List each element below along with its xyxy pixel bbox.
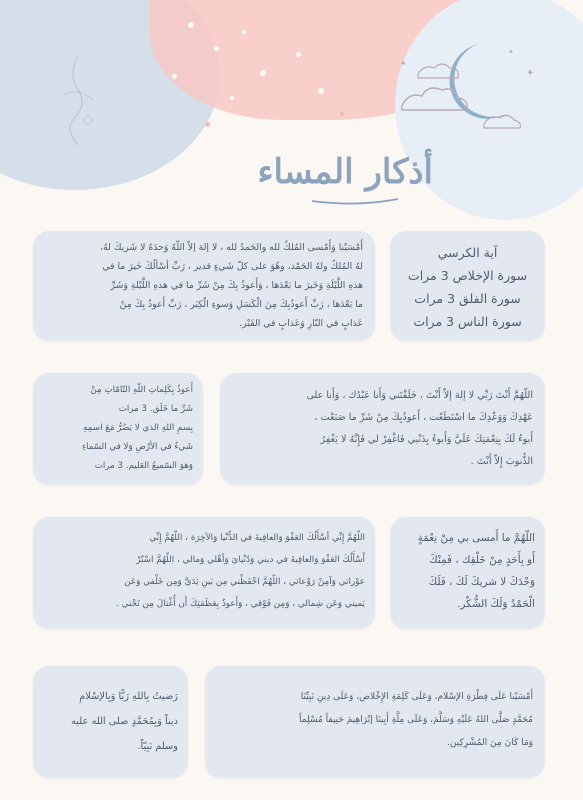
card-raditu-billah	[33, 666, 188, 778]
card-line: اللّهُمَّ إِنِّي أسْأَلُكَ العَفْوَ وَالعافِيةَ في الدُّنْيا وَالآخِرَة ، اللّهُمَّ إِنِّي	[149, 533, 365, 543]
card-line: سورة الإخلاص 3 مرات	[407, 268, 528, 283]
card-line: آية الكرسي	[437, 245, 498, 260]
card-line: مُحَمَّدٍ صَلَّى اللهُ عَلَيْهِ وَسَلَّمَ، وَعَلَى مِلَّةِ أَبِينَا إبْرَاهِيمَ حَنِيفاً مُسْلِماً	[299, 715, 533, 725]
card-allahumma-ma-amsa	[390, 517, 545, 629]
card-line: أَعوذُ بِكَلِماتِ اللّهِ التّامّاتِ مِنْ	[90, 385, 193, 395]
card-line: أَسْأَلُكَ العَفْوَ وَالعافِيةَ في ديني وَدُنْيايَ وَأهْلي وَمالي ، اللّهُمَّ اسْتُرْ	[136, 555, 365, 565]
card-line: أَبوءُ لَكَ بِنِعْمَتِكَ عَلَيَّ وَأَبوءُ بِذَنْبي فَاغْفِرْ لي فَإِنَّهُ لا يَغْفِرُ	[320, 434, 533, 445]
card-surahs	[390, 231, 545, 341]
crescent-moon-clouds-icon	[388, 36, 538, 146]
card-afw-afiya	[33, 517, 375, 629]
card-line: عوْراتي وَآمِنْ رَوْعاتي ، اللّهُمَّ احْفَظْني مِن بَينِ يَدَيَّ وَمِن خَلْفي وَعَن	[124, 577, 365, 587]
card-line: أَمْسَيْنا عَلَى فِطْرَةِ الإسْلام، وَعَلَى كَلِمَةِ الإِخْلاص، وَعَلَى دِينِ نَبِيِّنَا	[300, 692, 533, 702]
card-line: عَذابٍ في النّارِ وَعَذابٍ في القَبْر.	[239, 318, 363, 329]
card-line: اللّهُمَّ أَنْتَ رَبِّي لا إلهَ إلاّ أَنْتَ ، خَلَقْتَني وَأَنا عَبْدُك ، وَأَنا على	[306, 390, 533, 401]
card-fitrat-islam	[205, 666, 545, 778]
card-audhu-bikalimat	[33, 373, 203, 485]
card-amsayna	[33, 231, 375, 341]
card-line: اللّهُمَّ ما أَمسى بي مِنْ نِعْمَةٍ	[417, 532, 535, 544]
card-line: سورة الناس 3 مرات	[413, 314, 522, 329]
card-line: لهُ المُلكُ ولهُ الحَمْد، وهُوَ على كلّ شَيءٍ قدير ، رَبِّ أسْألُكَ خَيرَ ما في	[102, 261, 363, 272]
card-line: بِسمِ اللهِ الذي لا يَضُرُّ مَعَ اسمِهِ	[83, 423, 193, 433]
card-sayyid-istighfar	[220, 373, 545, 485]
card-line: وَمَا كَانَ مِنَ المُشْرِكِين.	[447, 738, 533, 748]
card-line: شَيءٌ في الأرْضِ وَلا في السّماءِ	[82, 442, 193, 452]
card-line: ديناً وَبِمُحَمَّدٍ صلى الله عليه	[71, 716, 178, 727]
card-line: عَهْدِكَ وَوَعْدِكَ ما اسْتَطَعْت ، أَعوذُبِكَ مِنْ شَرِّ ما صَنَعْت ،	[314, 412, 533, 423]
card-line: وَحْدَكَ لا شريكَ لَكَ ، فَلَكَ	[428, 576, 535, 588]
card-line: الْحَمْدُ وَلَكَ الشُّكْر.	[457, 598, 535, 610]
svg-text:✦: ✦	[508, 48, 514, 56]
card-line: وسلم نَبِيّاً.	[137, 741, 178, 752]
card-line: ما بَعْدَها ، رَبِّ أَعوذُبِكَ مِنَ الْكَسَلِ وَسوءِ الْكِبَر ، رَبِّ أَعوذُ بِكَ مِنْ	[119, 299, 363, 310]
svg-text:✦: ✦	[526, 68, 535, 79]
page-title: أذكار المساء	[257, 152, 433, 192]
card-line: سورة الفلق 3 مرات	[414, 291, 521, 306]
card-line: يَميني وَعَن شِمالي ، وَمِن فَوْقي ، وَأَعوذُ بِعَظَمَتِكَ أَن أُغْتالَ مِن تَحْتي .	[116, 599, 365, 609]
card-line: الذُّنوبَ إِلاّ أَنْتَ .	[470, 456, 533, 467]
card-line: هذهِ اللَّيْلَةِ وَخَيرَ ما بَعْدَها ، وَأَعوذُ بِكَ مِنْ شَرِّ ما في هذهِ اللَّيْلةِ وَشَرِّ	[110, 280, 363, 291]
calligraphy-watermark-icon	[48, 50, 108, 150]
title-underline-icon	[310, 195, 400, 207]
card-line: وَهوَ السّميعُ العَليم. 3 مرات	[94, 461, 193, 471]
card-line: رَضيتُ بِاللهِ رَبًّا وَبِالإسْلامِ	[79, 691, 178, 702]
svg-text:✦: ✦	[400, 59, 407, 68]
card-line: أَمْسَيْنا وَأَمْسى المُلكُ لله والحَمدُ لله ، لا إلهَ إلاّ اللّهُ وَحدَهُ لا شَريكَ لهُ،	[100, 242, 363, 253]
card-line: أَو بِأَحَدٍ مِنْ خَلْقِك ، فَمِنْكَ	[429, 554, 535, 566]
card-line: شَرِّ ما خَلَق. 3 مرات	[118, 404, 193, 414]
